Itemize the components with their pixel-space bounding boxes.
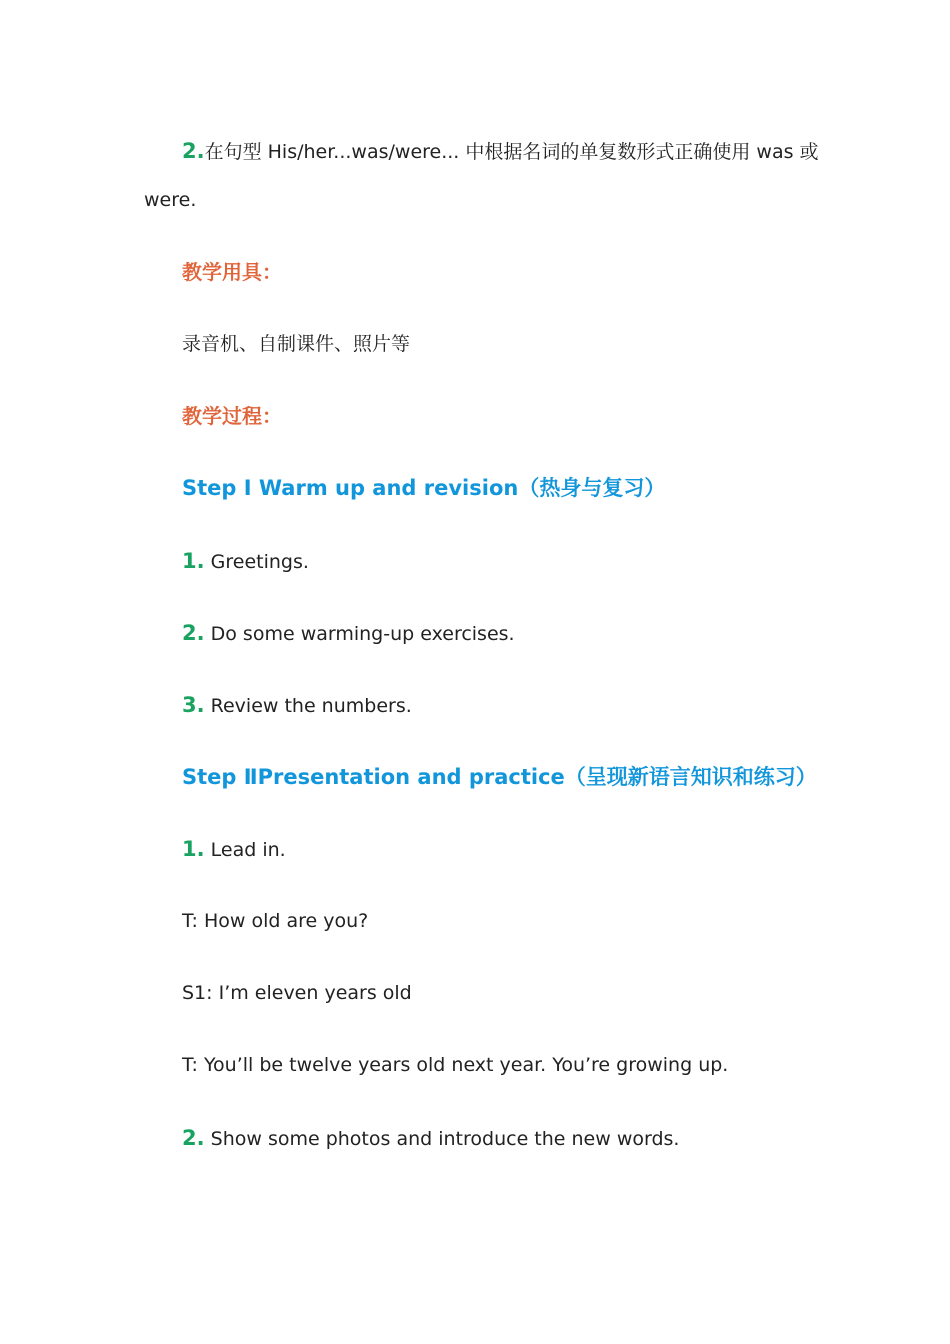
dialogue-line-3: T: You’ll be twelve years old next year. You’re growing up. — [182, 1054, 729, 1076]
objective-text: 在句型 His/her...was/were... 中根据名词的单复数形式正确使用 was 或 — [204, 141, 819, 163]
objective-continuation: were. — [144, 189, 197, 211]
objective-line — [182, 138, 819, 165]
step2-title: Step ⅡPresentation and practice（呈现新语言知识和练习） — [182, 765, 817, 789]
step1-item-2-number: 2. — [182, 621, 205, 645]
tools-heading: 教学用具： — [182, 260, 282, 284]
dialogue-line-1: T: How old are you? — [182, 910, 369, 932]
step2-show-photos — [182, 1125, 679, 1152]
step2-show-photos-text: Show some photos and introduce the new words. — [204, 1128, 680, 1150]
step2-lead-in-text: Lead in. — [204, 839, 286, 861]
step1-item-2 — [182, 620, 515, 647]
step1-item-1-number: 1. — [182, 549, 205, 573]
step2-lead-in-number: 1. — [182, 837, 205, 861]
step1-item-1 — [182, 548, 309, 575]
objective-number: 2. — [182, 139, 205, 163]
step1-item-3 — [182, 692, 412, 719]
process-heading: 教学过程： — [182, 404, 282, 428]
step1-item-3-text: Review the numbers. — [204, 695, 412, 717]
step2-show-photos-number: 2. — [182, 1126, 205, 1150]
step1-item-1-text: Greetings. — [204, 551, 309, 573]
step1-item-2-text: Do some warming-up exercises. — [204, 623, 515, 645]
dialogue-line-2: S1: I’m eleven years old — [182, 982, 412, 1004]
step1-title: Step I Warm up and revision（热身与复习） — [182, 476, 666, 500]
step1-item-3-number: 3. — [182, 693, 205, 717]
step2-lead-in — [182, 836, 286, 863]
tools-content: 录音机、自制课件、照片等 — [182, 333, 411, 355]
